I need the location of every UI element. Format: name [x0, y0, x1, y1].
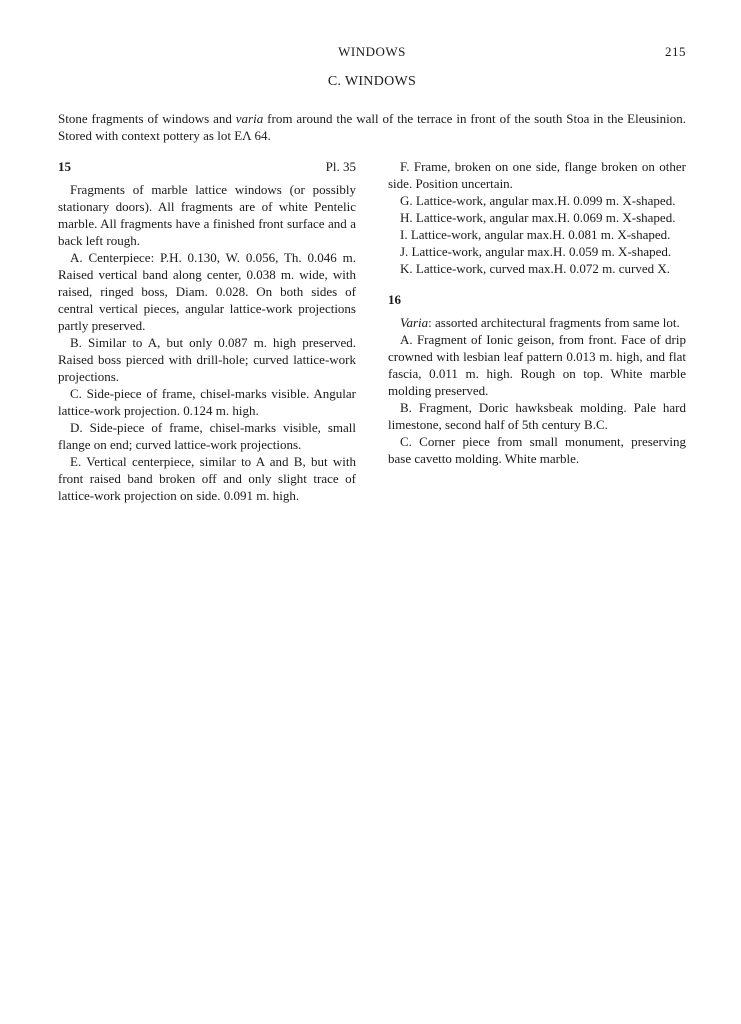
- entry-16-description: [388, 314, 686, 331]
- left-column: [58, 158, 356, 504]
- spacer: [388, 277, 686, 291]
- entry-15-item-b: B. Similar to A, but only 0.087 m. high preserved. Raised boss pierced with drill-hole; curved lattice-work projections.: [58, 335, 356, 384]
- entry-15-number: 15: [58, 159, 71, 174]
- two-column-body: [58, 158, 686, 504]
- running-title: WINDOWS: [338, 44, 406, 59]
- entry-15-item-g: G. Lattice-work, angular max.H. 0.099 m. X-shaped.: [400, 193, 676, 208]
- intro-text-before: Stone fragments of windows and: [58, 111, 236, 126]
- entry-16-number: 16: [388, 292, 401, 307]
- page: [58, 40, 686, 504]
- entry-15-plate: Pl. 35: [325, 159, 356, 174]
- entry-15-item-a: A. Centerpiece: P.H. 0.130, W. 0.056, Th. 0.046 m. Raised vertical band along center, 0.038 m. wide, with raised, ringed boss, Diam. 0.028. On both sides of central vertical pieces, angular lattice-work projections partly preserved.: [58, 250, 356, 333]
- entry-16-heading: [388, 291, 686, 308]
- entry-15-heading: [58, 158, 356, 175]
- entry-15-item-h: H. Lattice-work, angular max.H. 0.069 m. X-shaped.: [400, 210, 676, 225]
- intro-text-italic: varia: [235, 111, 264, 126]
- entry-16-item-b: B. Fragment, Doric hawksbeak molding. Pale hard limestone, second half of 5th century B.C.: [388, 400, 686, 432]
- section-title: C. WINDOWS: [327, 74, 417, 89]
- entry-15-item-k: K. Lattice-work, curved max.H. 0.072 m. curved X.: [400, 261, 671, 276]
- entry-16-item-a: A. Fragment of Ionic geison, from front. Face of drip crowned with lesbian leaf pattern 0.013 m. high, and flat fascia, 0.011 m. high. Rough on top. White marble molding preserved.: [388, 332, 686, 398]
- running-head: [58, 40, 686, 62]
- entry-16-intro-italic: Varia: [400, 315, 429, 330]
- entry-16-item-c: C. Corner piece from small monument, preserving base cavetto molding. White marble.: [388, 434, 686, 466]
- entry-15-item-e: E. Vertical centerpiece, similar to A and B, but with front raised band broken off and only slight trace of lattice-work projection on side. 0.091 m. high.: [58, 454, 356, 503]
- page-number: 215: [665, 44, 686, 59]
- entry-15-item-i: I. Lattice-work, angular max.H. 0.081 m. X-shaped.: [400, 227, 671, 242]
- entry-15-item-d: D. Side-piece of frame, chisel-marks visible, small flange on end; curved lattice-work projections.: [58, 420, 356, 452]
- entry-15-item-c: C. Side-piece of frame, chisel-marks visible. Angular lattice-work projection. 0.124 m. high.: [58, 386, 356, 418]
- right-column: [388, 158, 686, 504]
- entry-15-description: Fragments of marble lattice windows (or possibly stationary doors). All fragments are of white Pentelic marble. All fragments have a finished front surface and a back left rough.: [58, 182, 356, 248]
- entry-15-item-f: F. Frame, broken on one side, flange broken on other side. Position uncertain.: [388, 159, 686, 191]
- entry-15-item-j: J. Lattice-work, angular max.H. 0.059 m. X-shaped.: [400, 244, 672, 259]
- intro-text-after: from around the wall of the terrace in front of the south Stoa in the Eleusinion. Stored with context pottery as lot EΛ 64.: [58, 111, 686, 143]
- intro-paragraph: [58, 110, 686, 144]
- entry-16-intro-rest: : assorted architectural fragments from same lot.: [428, 315, 680, 330]
